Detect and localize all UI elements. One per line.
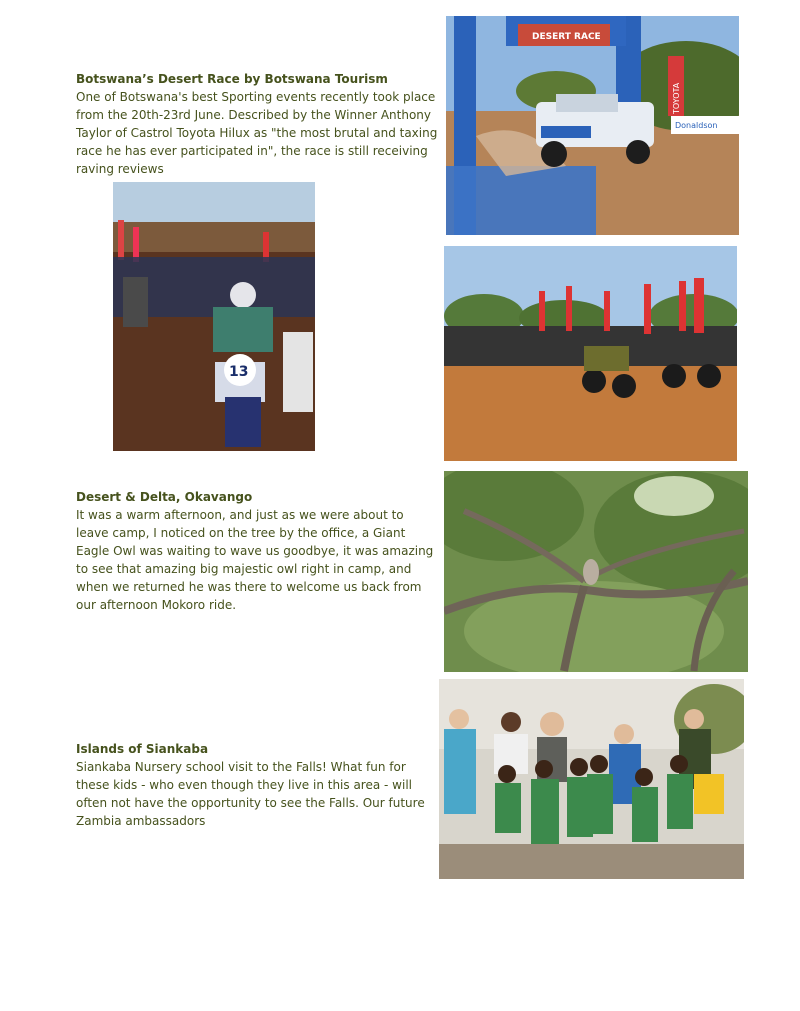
section-desert-delta bbox=[76, 488, 438, 614]
photo-giant-eagle-owl bbox=[444, 471, 748, 672]
photo-nursery-school-group bbox=[439, 679, 744, 879]
section-title: Islands of Siankaba bbox=[76, 742, 209, 756]
section-body: One of Botswana's best Sporting events recently took place from the 20th-23rd June. Described by the Winner Anthony Taylor of Castrol Toyota Hilux as "the most brutal and taxing race he has ever participated in", the race is still receiving raving reviews bbox=[76, 90, 438, 176]
photo-quad-bikes bbox=[444, 246, 737, 461]
section-body: It was a warm afternoon, and just as we were about to leave camp, I noticed on the tree by the office, a Giant Eagle Owl was waiting to wave us goodbye, it was amazing to see that amazing big majestic owl right in camp, and when we returned he was there to welcome us back from our afternoon Mokoro ride. bbox=[76, 508, 434, 612]
flag-brand-text: TOYOTA bbox=[672, 82, 681, 114]
section-title: Botswana’s Desert Race by Botswana Tourism bbox=[76, 72, 388, 86]
arch-banner-text: DESERT RACE bbox=[532, 32, 601, 42]
section-desert-race bbox=[76, 70, 438, 178]
rider-number-text: 13 bbox=[229, 364, 249, 380]
section-title: Desert & Delta, Okavango bbox=[76, 490, 253, 504]
photo-desert-race-truck bbox=[446, 16, 739, 235]
section-islands-siankaba bbox=[76, 740, 438, 830]
section-body: Siankaba Nursery school visit to the Falls! What fun for these kids - who even though they live in this area - will often not have the opportunity to see the Falls. Our future Zambia ambassadors bbox=[76, 760, 425, 828]
sign-brand-text: Donaldson bbox=[675, 121, 718, 130]
photo-motorbike-riders bbox=[113, 182, 315, 451]
